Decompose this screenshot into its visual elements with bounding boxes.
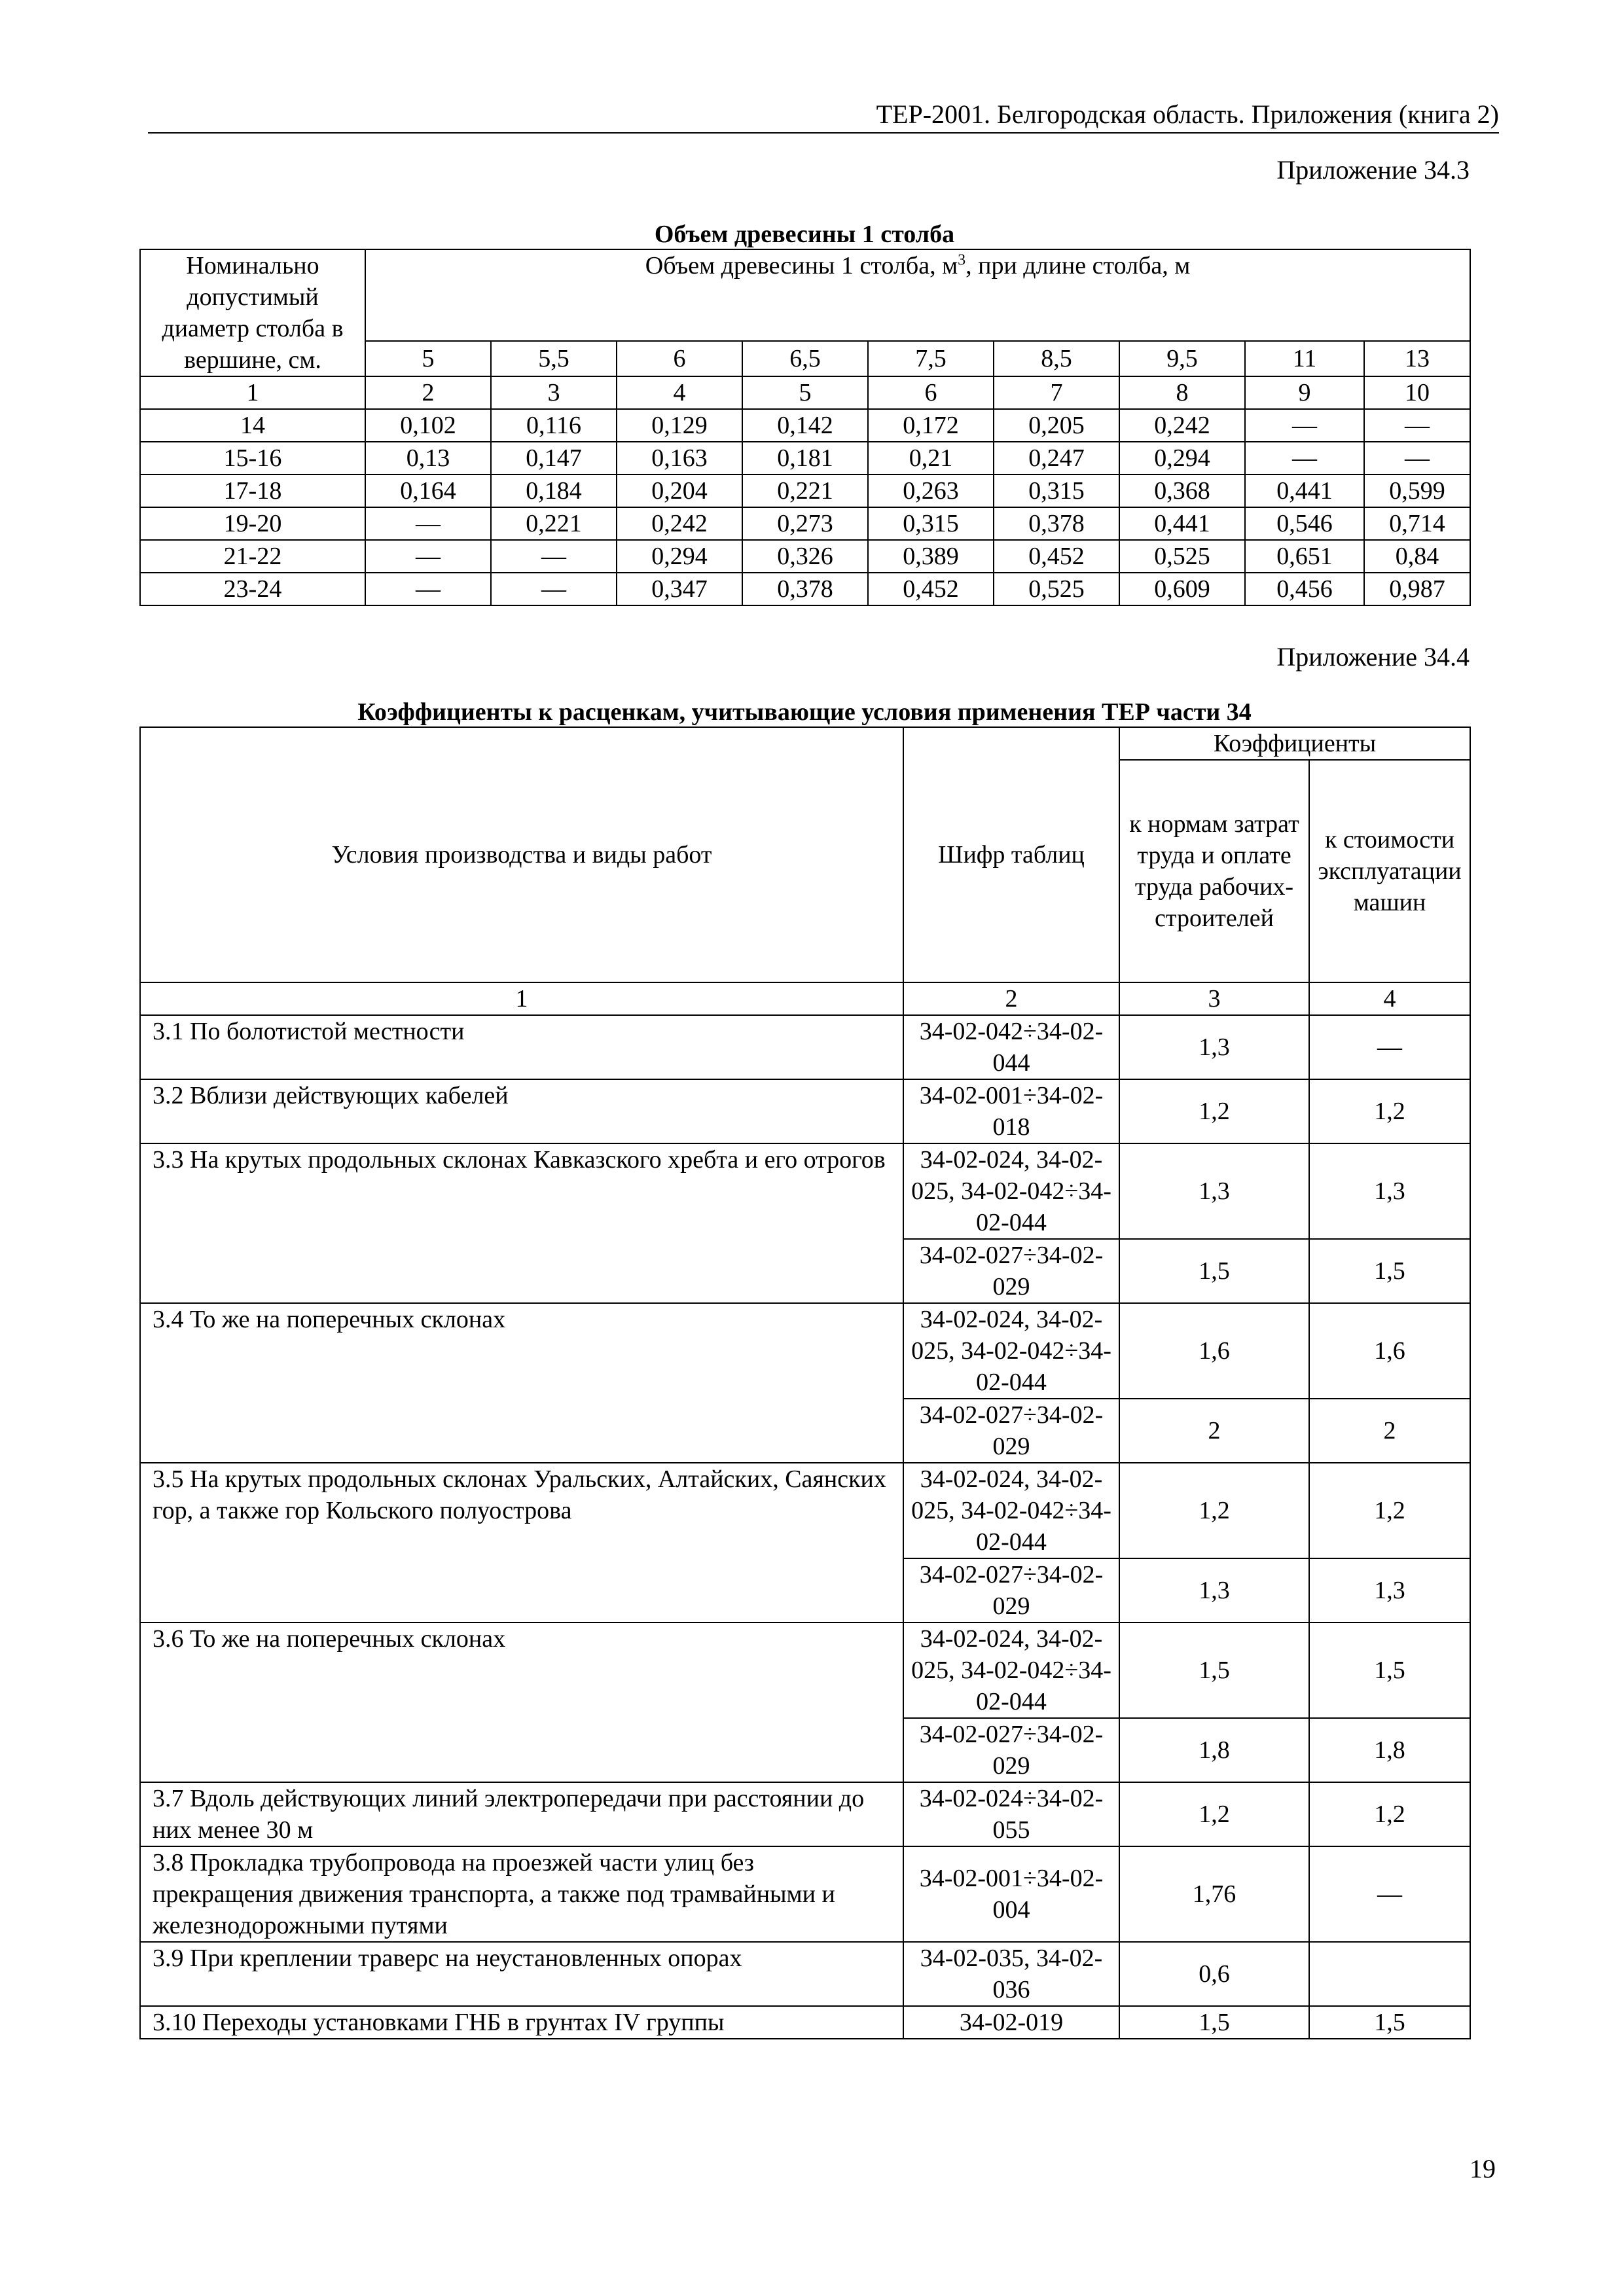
volume-cell: — <box>365 507 491 540</box>
volume-cell: 0,142 <box>742 409 868 442</box>
volume-cell: 0,987 <box>1364 573 1470 605</box>
volume-cell: 0,609 <box>1119 573 1245 605</box>
code-cell: 34-02-027÷34-02-029 <box>903 1239 1119 1303</box>
table-row <box>140 1463 1470 1558</box>
volume-cell: 0,546 <box>1245 507 1364 540</box>
header-cell: 8 <box>1119 376 1245 409</box>
volume-cell: 0,441 <box>1119 507 1245 540</box>
condition-cell: 3.7 Вдоль действующих линий электропередачи при расстоянии до них менее 30 м <box>140 1782 903 1846</box>
condition-cell: 3.4 То же на поперечных склонах <box>140 1303 903 1463</box>
header-cell: 7 <box>994 376 1119 409</box>
labor-cell: 1,5 <box>1119 2006 1309 2039</box>
volume-cell: 0,129 <box>617 409 742 442</box>
volume-cell: 0,294 <box>617 540 742 573</box>
diameter-cell: 17-18 <box>140 475 365 507</box>
coefficients-column-header: Коэффициенты <box>1119 727 1470 760</box>
volume-cell: 0,263 <box>868 475 994 507</box>
table-row <box>140 507 1470 540</box>
header-cell: 6 <box>617 341 742 377</box>
volume-cell: 0,102 <box>365 409 491 442</box>
header-cell: 1 <box>140 376 365 409</box>
code-cell: 34-02-027÷34-02-029 <box>903 1558 1119 1623</box>
volume-cell: 0,315 <box>994 475 1119 507</box>
labor-cell: 1,6 <box>1119 1303 1309 1399</box>
labor-cell: 1,8 <box>1119 1718 1309 1782</box>
labor-cell: 1,3 <box>1119 1558 1309 1623</box>
table-row <box>140 1782 1470 1846</box>
volume-cell: — <box>1245 409 1364 442</box>
wood-volume-table-title: Объем древесины 1 столба <box>654 221 955 248</box>
labor-cell: 1,2 <box>1119 1463 1309 1558</box>
volume-cell: 0,389 <box>868 540 994 573</box>
volume-cell: 0,181 <box>742 442 868 475</box>
coefficients-table-title: Коэффициенты к расценкам, учитывающие условия применения ТЕР части 34 <box>357 698 1252 726</box>
condition-cell: 3.9 При креплении траверс на неустановленных опорах <box>140 1942 903 2006</box>
code-column-header: Шифр таблиц <box>903 727 1119 982</box>
volume-cell: 0,13 <box>365 442 491 475</box>
volume-cell: 0,378 <box>742 573 868 605</box>
diameter-column-header: Номинально допустимый диаметр столба в вершине, см. <box>140 249 365 376</box>
code-cell: 34-02-001÷34-02-018 <box>903 1079 1119 1143</box>
table-row <box>140 1303 1470 1399</box>
table-row <box>140 1143 1470 1239</box>
labor-cell: 1,3 <box>1119 1015 1309 1079</box>
labor-cell: 1,76 <box>1119 1846 1309 1942</box>
machines-cell: 1,2 <box>1309 1079 1470 1143</box>
running-header: ТЕР-2001. Белгородская область. Приложения (книга 2) <box>148 98 1499 134</box>
table-row <box>140 1079 1470 1143</box>
appendix-34-4-label: Приложение 34.4 <box>1276 642 1470 672</box>
table-row <box>140 475 1470 507</box>
volume-cell: 0,147 <box>491 442 617 475</box>
volume-cell: 0,221 <box>491 507 617 540</box>
labor-cell: 2 <box>1119 1399 1309 1463</box>
volume-cell: 0,441 <box>1245 475 1364 507</box>
machines-cell: 1,3 <box>1309 1558 1470 1623</box>
volume-cell: 0,525 <box>1119 540 1245 573</box>
coefficients-table <box>139 726 1471 2039</box>
volume-cell: — <box>1364 409 1470 442</box>
table-row <box>140 442 1470 475</box>
header-cell: 5 <box>365 341 491 377</box>
header-cell: 1 <box>140 982 903 1015</box>
table-row <box>140 1846 1470 1942</box>
code-cell: 34-02-024, 34-02-025, 34-02-042÷34-02-044 <box>903 1143 1119 1239</box>
table-row <box>140 1623 1470 1718</box>
diameter-cell: 23-24 <box>140 573 365 605</box>
header-cell: 6,5 <box>742 341 868 377</box>
header-cell: 7,5 <box>868 341 994 377</box>
code-cell: 34-02-027÷34-02-029 <box>903 1718 1119 1782</box>
labor-cell: 1,2 <box>1119 1782 1309 1846</box>
machines-cell: 1,5 <box>1309 2006 1470 2039</box>
machines-cell: — <box>1309 1846 1470 1942</box>
header-cell: 6 <box>868 376 994 409</box>
code-cell: 34-02-024÷34-02-055 <box>903 1782 1119 1846</box>
diameter-cell: 19-20 <box>140 507 365 540</box>
machines-cell: 1,5 <box>1309 1239 1470 1303</box>
volume-cell: 0,242 <box>1119 409 1245 442</box>
volume-cell: 0,294 <box>1119 442 1245 475</box>
code-cell: 34-02-024, 34-02-025, 34-02-042÷34-02-044 <box>903 1463 1119 1558</box>
volume-cell: — <box>365 573 491 605</box>
column-number-row <box>140 982 1470 1015</box>
volume-cell: 0,452 <box>994 540 1119 573</box>
header-cell: 3 <box>491 376 617 409</box>
volume-column-header: Объем древесины 1 столба, $м^3$, при длине столба, м <box>365 249 1470 341</box>
volume-cell: 0,163 <box>617 442 742 475</box>
labor-cell: 1,3 <box>1119 1143 1309 1239</box>
header-cell: 4 <box>1309 982 1470 1015</box>
machines-cell: 1,2 <box>1309 1463 1470 1558</box>
diameter-cell: 21-22 <box>140 540 365 573</box>
volume-cell: 0,221 <box>742 475 868 507</box>
header-cell: 9,5 <box>1119 341 1245 377</box>
wood-volume-table <box>139 249 1471 606</box>
conditions-column-header: Условия производства и виды работ <box>140 727 903 982</box>
code-cell: 34-02-001÷34-02-004 <box>903 1846 1119 1942</box>
table-row <box>140 1942 1470 2006</box>
condition-cell: 3.8 Прокладка трубопровода на проезжей части улиц без прекращения движения транспорта, а также под трамвайными и железнодорожными путями <box>140 1846 903 1942</box>
volume-cell: 0,651 <box>1245 540 1364 573</box>
condition-cell: 3.5 На крутых продольных склонах Уральских, Алтайских, Саянских гор, а также гор Кольского полуострова <box>140 1463 903 1623</box>
volume-cell: 0,84 <box>1364 540 1470 573</box>
code-cell: 34-02-027÷34-02-029 <box>903 1399 1119 1463</box>
volume-cell: 0,452 <box>868 573 994 605</box>
condition-cell: 3.3 На крутых продольных склонах Кавказского хребта и его отрогов <box>140 1143 903 1303</box>
labor-cell: 1,5 <box>1119 1623 1309 1718</box>
condition-cell: 3.10 Переходы установками ГНБ в грунтах IV группы <box>140 2006 903 2039</box>
header-cell: 13 <box>1364 341 1470 377</box>
labor-cell: 0,6 <box>1119 1942 1309 2006</box>
labor-cell: 1,2 <box>1119 1079 1309 1143</box>
machines-cell: 1,3 <box>1309 1143 1470 1239</box>
machines-column-header: к стоимости эксплуатации машин <box>1309 760 1470 982</box>
header-cell: 9 <box>1245 376 1364 409</box>
code-cell: 34-02-042÷34-02-044 <box>903 1015 1119 1079</box>
table-row <box>140 573 1470 605</box>
machines-cell: — <box>1309 1015 1470 1079</box>
diameter-cell: 14 <box>140 409 365 442</box>
table-row <box>140 409 1470 442</box>
volume-cell: 0,273 <box>742 507 868 540</box>
header-cell: 5 <box>742 376 868 409</box>
volume-cell: 0,204 <box>617 475 742 507</box>
volume-cell: — <box>1364 442 1470 475</box>
header-cell: 5,5 <box>491 341 617 377</box>
volume-cell: 0,378 <box>994 507 1119 540</box>
appendix-34-3-label: Приложение 34.3 <box>1276 155 1470 185</box>
volume-cell: — <box>491 573 617 605</box>
machines-cell <box>1309 1942 1470 2006</box>
page-number: 19 <box>1470 2154 1496 2183</box>
volume-cell: 0,116 <box>491 409 617 442</box>
code-cell: 34-02-019 <box>903 2006 1119 2039</box>
header-cell: 3 <box>1119 982 1309 1015</box>
volume-cell: 0,164 <box>365 475 491 507</box>
header-cell: 2 <box>903 982 1119 1015</box>
machines-cell: 1,6 <box>1309 1303 1470 1399</box>
condition-cell: 3.6 То же на поперечных склонах <box>140 1623 903 1782</box>
volume-cell: 0,247 <box>994 442 1119 475</box>
volume-cell: — <box>1245 442 1364 475</box>
volume-cell: 0,242 <box>617 507 742 540</box>
condition-cell: 3.1 По болотистой местности <box>140 1015 903 1079</box>
code-cell: 34-02-024, 34-02-025, 34-02-042÷34-02-044 <box>903 1623 1119 1718</box>
volume-cell: 0,172 <box>868 409 994 442</box>
header-cell: 2 <box>365 376 491 409</box>
coefficients-rows <box>140 1015 1470 2039</box>
volume-cell: — <box>365 540 491 573</box>
table-row <box>140 540 1470 573</box>
volume-cell: 0,21 <box>868 442 994 475</box>
labor-column-header: к нормам затрат труда и оплате труда рабочих-строителей <box>1119 760 1309 982</box>
table-row <box>140 2006 1470 2039</box>
volume-cell: — <box>491 540 617 573</box>
volume-cell: 0,326 <box>742 540 868 573</box>
column-number-row <box>140 376 1470 409</box>
code-cell: 34-02-035, 34-02-036 <box>903 1942 1119 2006</box>
volume-cell: 0,205 <box>994 409 1119 442</box>
machines-cell: 1,8 <box>1309 1718 1470 1782</box>
machines-cell: 2 <box>1309 1399 1470 1463</box>
volume-cell: 0,184 <box>491 475 617 507</box>
volume-cell: 0,368 <box>1119 475 1245 507</box>
labor-cell: 1,5 <box>1119 1239 1309 1303</box>
header-cell: 10 <box>1364 376 1470 409</box>
volume-cell: 0,714 <box>1364 507 1470 540</box>
machines-cell: 1,2 <box>1309 1782 1470 1846</box>
volume-cell: 0,599 <box>1364 475 1470 507</box>
code-cell: 34-02-024, 34-02-025, 34-02-042÷34-02-044 <box>903 1303 1119 1399</box>
machines-cell: 1,5 <box>1309 1623 1470 1718</box>
header-cell: 8,5 <box>994 341 1119 377</box>
volume-cell: 0,525 <box>994 573 1119 605</box>
volume-cell: 0,456 <box>1245 573 1364 605</box>
table-row <box>140 1015 1470 1079</box>
header-cell: 4 <box>617 376 742 409</box>
header-cell: 11 <box>1245 341 1364 377</box>
condition-cell: 3.2 Вблизи действующих кабелей <box>140 1079 903 1143</box>
wood-volume-rows <box>140 409 1470 605</box>
volume-cell: 0,315 <box>868 507 994 540</box>
diameter-cell: 15-16 <box>140 442 365 475</box>
volume-cell: 0,347 <box>617 573 742 605</box>
